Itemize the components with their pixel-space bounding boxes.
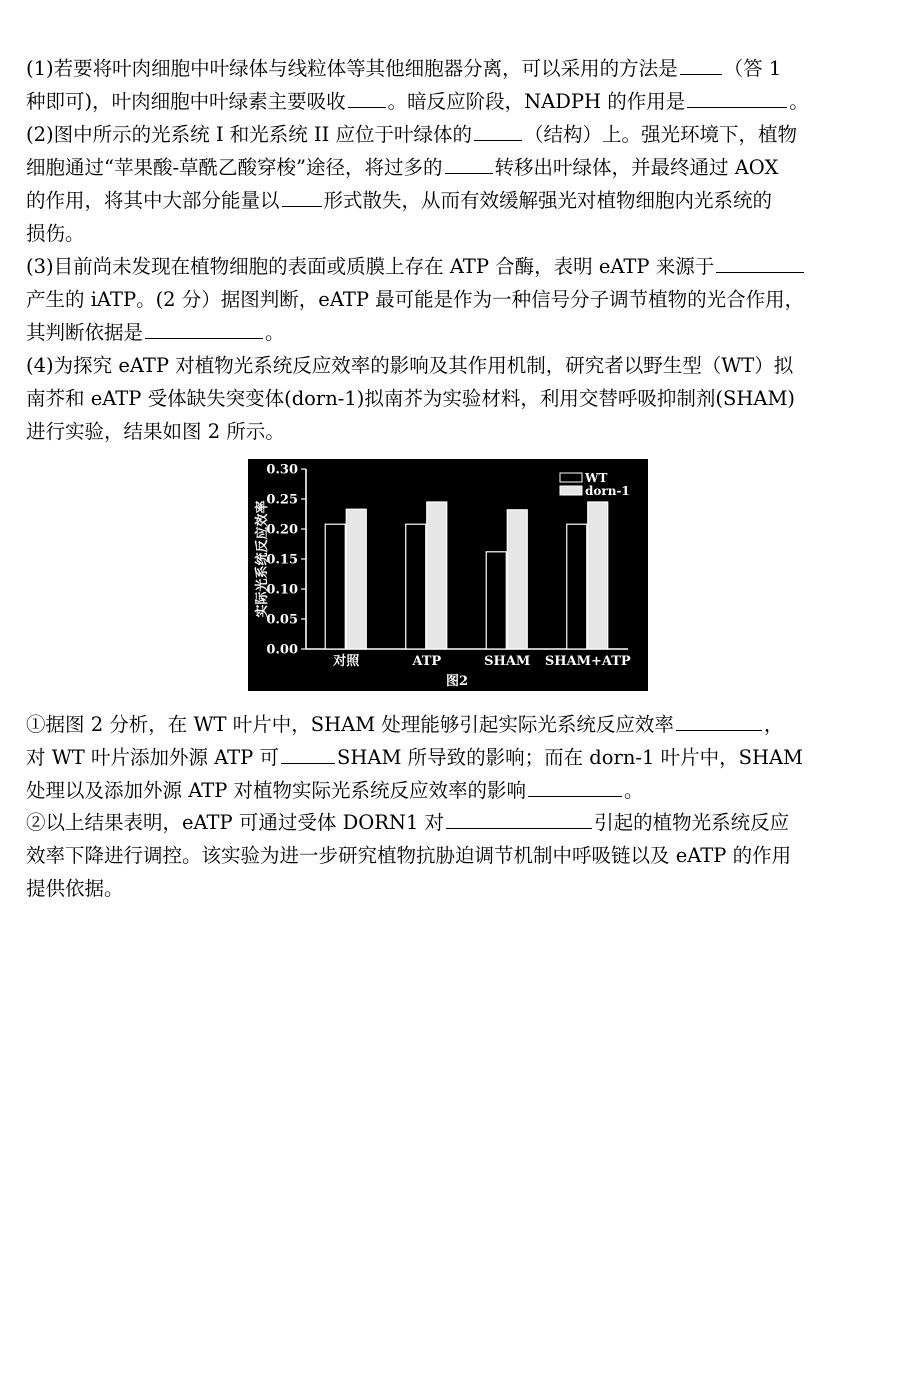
y-axis-title: 实际光系统反应效率: [255, 500, 270, 618]
legend-label: dorn-1: [585, 484, 630, 498]
bar-wt-1: [406, 524, 426, 649]
answer-blank[interactable]: [282, 205, 322, 207]
legend-swatch: [560, 486, 582, 495]
x-category-label: SHAM: [484, 654, 531, 669]
q2-line4: 损伤。: [26, 222, 85, 245]
sub-question-1: [26, 708, 872, 807]
x-category-label: SHAM+ATP: [544, 654, 631, 669]
y-tick-label: 0.00: [266, 642, 298, 658]
sub2-line3: 提供依据。: [26, 877, 124, 900]
x-category-label: ATP: [412, 654, 442, 669]
answer-blank[interactable]: [680, 73, 722, 75]
q2-line3: 的作用，将其中大部分能量以: [26, 189, 280, 212]
q2-line1-mid: （结构）上。强光环境下，植物: [524, 123, 798, 146]
y-tick-label: 0.20: [266, 522, 298, 538]
q4-line3: 进行实验，结果如图 2 所示。: [26, 420, 285, 443]
bar-wt-0: [325, 524, 345, 649]
question-1: [26, 52, 872, 118]
answer-blank[interactable]: [445, 172, 493, 174]
answer-blank[interactable]: [446, 827, 592, 829]
bar-wt-2: [486, 552, 506, 649]
figure-caption: 图2: [445, 674, 469, 689]
q2-line3-mid: 形式散失，从而有效缓解强光对植物细胞内光系统的: [323, 189, 773, 212]
q1-line2-mid: 。暗反应阶段，NADPH 的作用是: [387, 90, 686, 113]
q3-line3: 其判断依据是: [26, 321, 144, 344]
q3-line2: 产生的 iATP。(2 分）据图判断，eATP 最可能是作为一种信号分子调节植物的光合作用，: [26, 288, 805, 311]
q1-line1-tail: （答 1: [723, 57, 782, 80]
y-tick-label: 0.10: [266, 582, 298, 598]
bar-dorn-1-1: [427, 502, 447, 649]
question-3: [26, 250, 872, 349]
answer-blank[interactable]: [676, 729, 762, 731]
legend-swatch: [560, 473, 582, 482]
sub1-line3: 处理以及添加外源 ATP 对植物实际光系统反应效率的影响: [26, 779, 527, 802]
answer-blank[interactable]: [281, 762, 335, 764]
sub1-line2: 对 WT 叶片添加外源 ATP 可: [26, 746, 279, 769]
answer-blank[interactable]: [528, 795, 622, 797]
legend-label: WT: [585, 471, 608, 485]
y-tick-label: 0.30: [266, 462, 298, 478]
figure-2-chart: [248, 459, 648, 691]
q4-line2: 南芥和 eATP 受体缺失突变体(dorn-1)拟南芥为实验材料，利用交替呼吸抑制剂(SHAM): [26, 387, 796, 410]
bar-chart: [248, 459, 648, 691]
sub2-line1-mid: 引起的植物光系统反应: [594, 811, 790, 834]
sub1-line3-tail: 。: [624, 779, 644, 802]
sub2-line1: ②以上结果表明，eATP 可通过受体 DORN1 对: [26, 811, 445, 834]
bar-dorn-1-2: [507, 510, 527, 649]
q1-line2: 种即可)，叶肉细胞中叶绿素主要吸收: [26, 90, 346, 113]
sub1-line2-mid: SHAM 所导致的影响；而在 dorn-1 叶片中，SHAM: [337, 746, 804, 769]
bar-dorn-1-0: [346, 509, 366, 649]
q2-line2-mid: 转移出叶绿体，并最终通过 AOX: [494, 156, 779, 179]
answer-blank[interactable]: [687, 106, 787, 108]
q3-line1: (3)目前尚未发现在植物细胞的表面或质膜上存在 ATP 合酶，表明 eATP 来源于: [26, 255, 715, 278]
q1-line2-tail: 。: [789, 90, 809, 113]
q4-line1: (4)为探究 eATP 对植物光系统反应效率的影响及其作用机制，研究者以野生型（WT）拟: [26, 354, 794, 377]
y-tick-label: 0.25: [266, 492, 298, 508]
q3-line3-tail: 。: [265, 321, 285, 344]
q1-line1: (1)若要将叶肉细胞中叶绿体与线粒体等其他细胞器分离，可以采用的方法是: [26, 57, 678, 80]
q2-line1: (2)图中所示的光系统 I 和光系统 II 应位于叶绿体的: [26, 123, 473, 146]
sub2-line2: 效率下降进行调控。该实验为进一步研究植物抗胁迫调节机制中呼吸链以及 eATP 的作用: [26, 844, 792, 867]
sub1-line1: ①据图 2 分析，在 WT 叶片中，SHAM 处理能够引起实际光系统反应效率: [26, 713, 674, 736]
y-tick-label: 0.15: [266, 552, 298, 568]
question-4: [26, 349, 872, 448]
question-2: [26, 118, 872, 250]
y-tick-label: 0.05: [266, 612, 298, 628]
x-category-label: 对照: [333, 654, 360, 669]
sub1-line1-tail: ，: [763, 713, 784, 736]
answer-blank[interactable]: [348, 106, 386, 108]
bar-wt-3: [567, 524, 587, 649]
answer-blank[interactable]: [145, 337, 263, 339]
bar-dorn-1-3: [588, 502, 608, 649]
q2-line2: 细胞通过“苹果酸-草酰乙酸穿梭”途径，将过多的: [26, 156, 443, 179]
answer-blank[interactable]: [474, 139, 522, 141]
answer-blank[interactable]: [716, 271, 804, 273]
sub-question-2: [26, 806, 872, 905]
